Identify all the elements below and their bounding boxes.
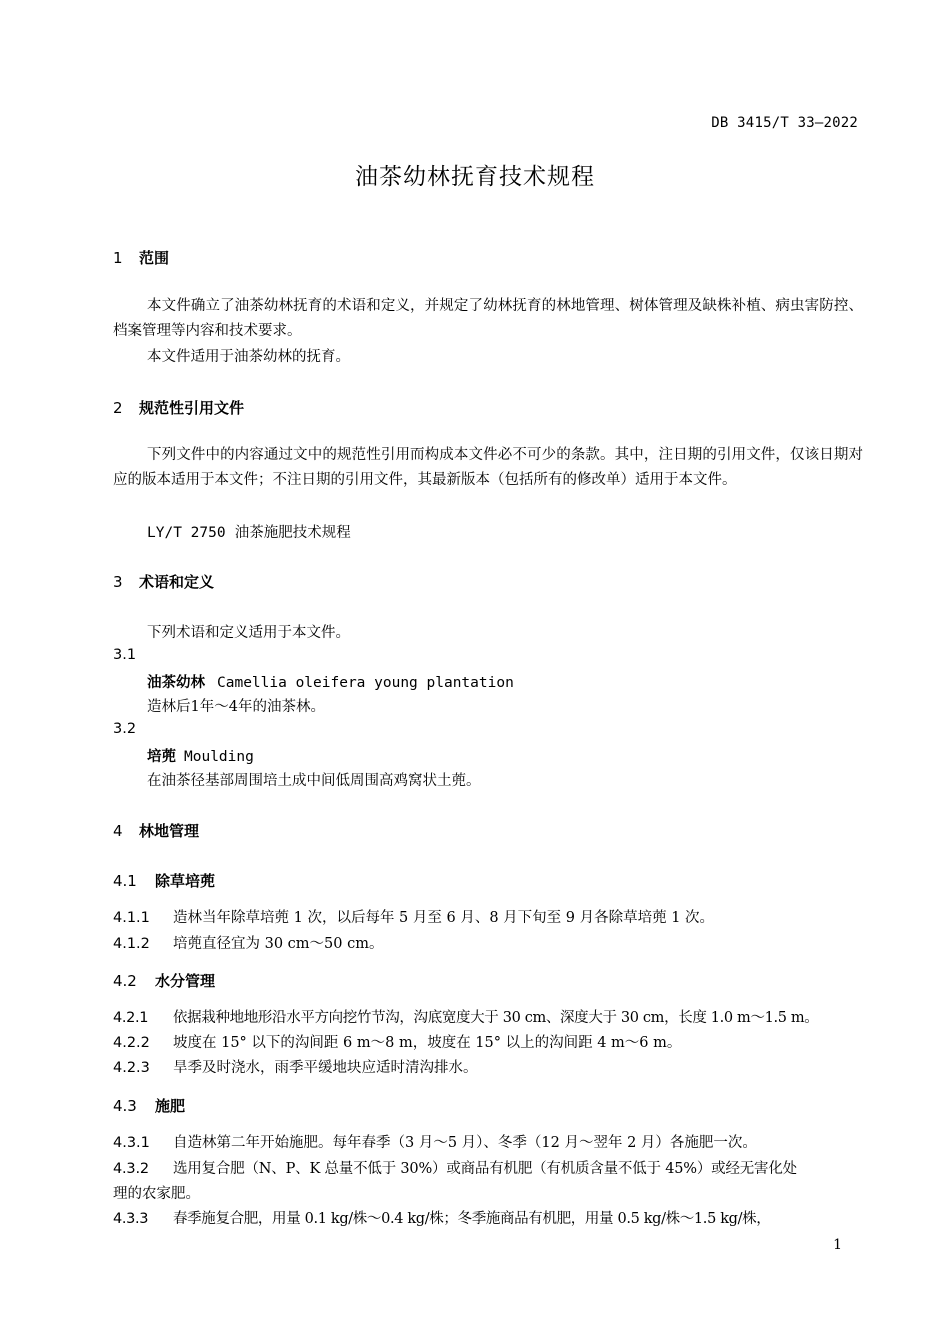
section-number: 4 — [113, 822, 123, 840]
reference-title: 油茶施肥技术规程 — [234, 525, 351, 541]
term-english: Camellia oleifera young plantation — [217, 675, 514, 691]
subsection-number: 4.3 — [113, 1097, 137, 1115]
document-title: 油茶幼林抚育技术规程 — [355, 164, 595, 190]
section-title: 林地管理 — [139, 822, 200, 840]
clause-text: 培蔸直径宜为 30 cm～50 cm。 — [173, 936, 384, 952]
section-number: 2 — [113, 399, 123, 417]
clause-text: 依据栽种地地形沿水平方向挖竹节沟，沟底宽度大于 30 cm、深度大于 30 cm，长度 1.0 m～1.5 m。 — [173, 1010, 819, 1026]
subsection-title: 除草培蔸 — [155, 872, 216, 890]
section-heading-4 — [113, 820, 199, 841]
clause-number: 4.1.2 — [113, 936, 150, 952]
clause-number: 4.3.1 — [113, 1135, 150, 1151]
term-definition: 造林后1年～4年的油茶林。 — [147, 699, 325, 715]
clause — [113, 1207, 770, 1228]
section-number: 3 — [113, 573, 123, 591]
term-heading — [147, 671, 514, 692]
term-heading — [147, 745, 254, 766]
scope-paragraph-2: 本文件适用于油茶幼林的抚育。 — [147, 349, 350, 365]
clause — [113, 1056, 478, 1077]
clause — [113, 1157, 797, 1178]
clause-continuation: 理的农家肥。 — [113, 1186, 200, 1202]
section-heading-1 — [113, 247, 169, 268]
term-name: 培蔸 — [147, 749, 176, 765]
clause-number: 4.2.2 — [113, 1035, 150, 1051]
clause-text: 造林当年除草培蔸 1 次，以后每年 5 月至 6 月、8 月下旬至 9 月各除草培蔸 1 次。 — [173, 910, 715, 926]
standard-code: DB 3415/T 33—2022 — [711, 115, 858, 131]
subsection-heading-4-1 — [113, 870, 215, 891]
subsection-title: 施肥 — [155, 1097, 186, 1115]
clause-number: 4.1.1 — [113, 910, 150, 926]
reference-code: LY/T 2750 — [147, 525, 226, 541]
clause-text: 旱季及时浇水，雨季平缓地块应适时清沟排水。 — [173, 1060, 478, 1076]
clause — [113, 906, 714, 927]
section-title: 规范性引用文件 — [139, 399, 245, 417]
subsection-heading-4-2 — [113, 970, 215, 991]
normative-references-paragraph: 下列文件中的内容通过文中的规范性引用而构成本文件必不可少的条款。其中，注日期的引用文件，仅该日期对应的版本适用于本文件；不注日期的引用文件，其最新版本（包括所有的修改单）适用于本文件。 — [113, 447, 863, 488]
clause-text: 自造林第二年开始施肥。每年春季（3 月～5 月）、冬季（12 月～翌年 2 月）各施肥一次。 — [173, 1135, 757, 1151]
clause-number: 4.2.1 — [113, 1010, 149, 1026]
terms-intro: 下列术语和定义适用于本文件。 — [147, 625, 350, 641]
subsection-heading-4-3 — [113, 1095, 185, 1116]
clause-number: 4.3.3 — [113, 1211, 149, 1227]
clause-number: 4.2.3 — [113, 1060, 150, 1076]
subsection-title: 水分管理 — [155, 972, 216, 990]
term-number: 3.2 — [113, 721, 137, 737]
section-title: 范围 — [139, 249, 170, 267]
clause-number: 4.3.2 — [113, 1161, 149, 1177]
clause — [113, 1031, 681, 1052]
term-number: 3.1 — [113, 647, 137, 663]
clause — [113, 932, 383, 953]
section-heading-2 — [113, 397, 244, 418]
scope-paragraph-1: 本文件确立了油茶幼林抚育的术语和定义，并规定了幼林抚育的林地管理、树体管理及缺株补植、病虫害防控、档案管理等内容和技术要求。 — [113, 298, 863, 339]
subsection-number: 4.1 — [113, 872, 137, 890]
clause — [113, 1131, 757, 1152]
section-title: 术语和定义 — [139, 573, 215, 591]
section-heading-3 — [113, 571, 214, 592]
term-english: Moulding — [184, 749, 254, 765]
term-definition: 在油茶径基部周围培土成中间低周围高鸡窝状土蔸。 — [147, 773, 481, 789]
subsection-number: 4.2 — [113, 972, 137, 990]
term-name: 油茶幼林 — [147, 675, 205, 691]
page-number: 1 — [833, 1237, 842, 1253]
clause — [113, 1006, 818, 1027]
clause-text: 选用复合肥（N、P、K 总量不低于 30%）或商品有机肥（有机质含量不低于 45%）或经无害化处 — [173, 1161, 797, 1177]
clause-text: 坡度在 15° 以下的沟间距 6 m～8 m，坡度在 15° 以上的沟间距 4 m～6 m。 — [173, 1035, 682, 1051]
section-number: 1 — [113, 249, 123, 267]
reference-entry — [147, 521, 351, 542]
clause-text: 春季施复合肥，用量 0.1 kg/株～0.4 kg/株；冬季施商品有机肥，用量 0.5 kg/株～1.5 kg/株， — [173, 1211, 771, 1227]
